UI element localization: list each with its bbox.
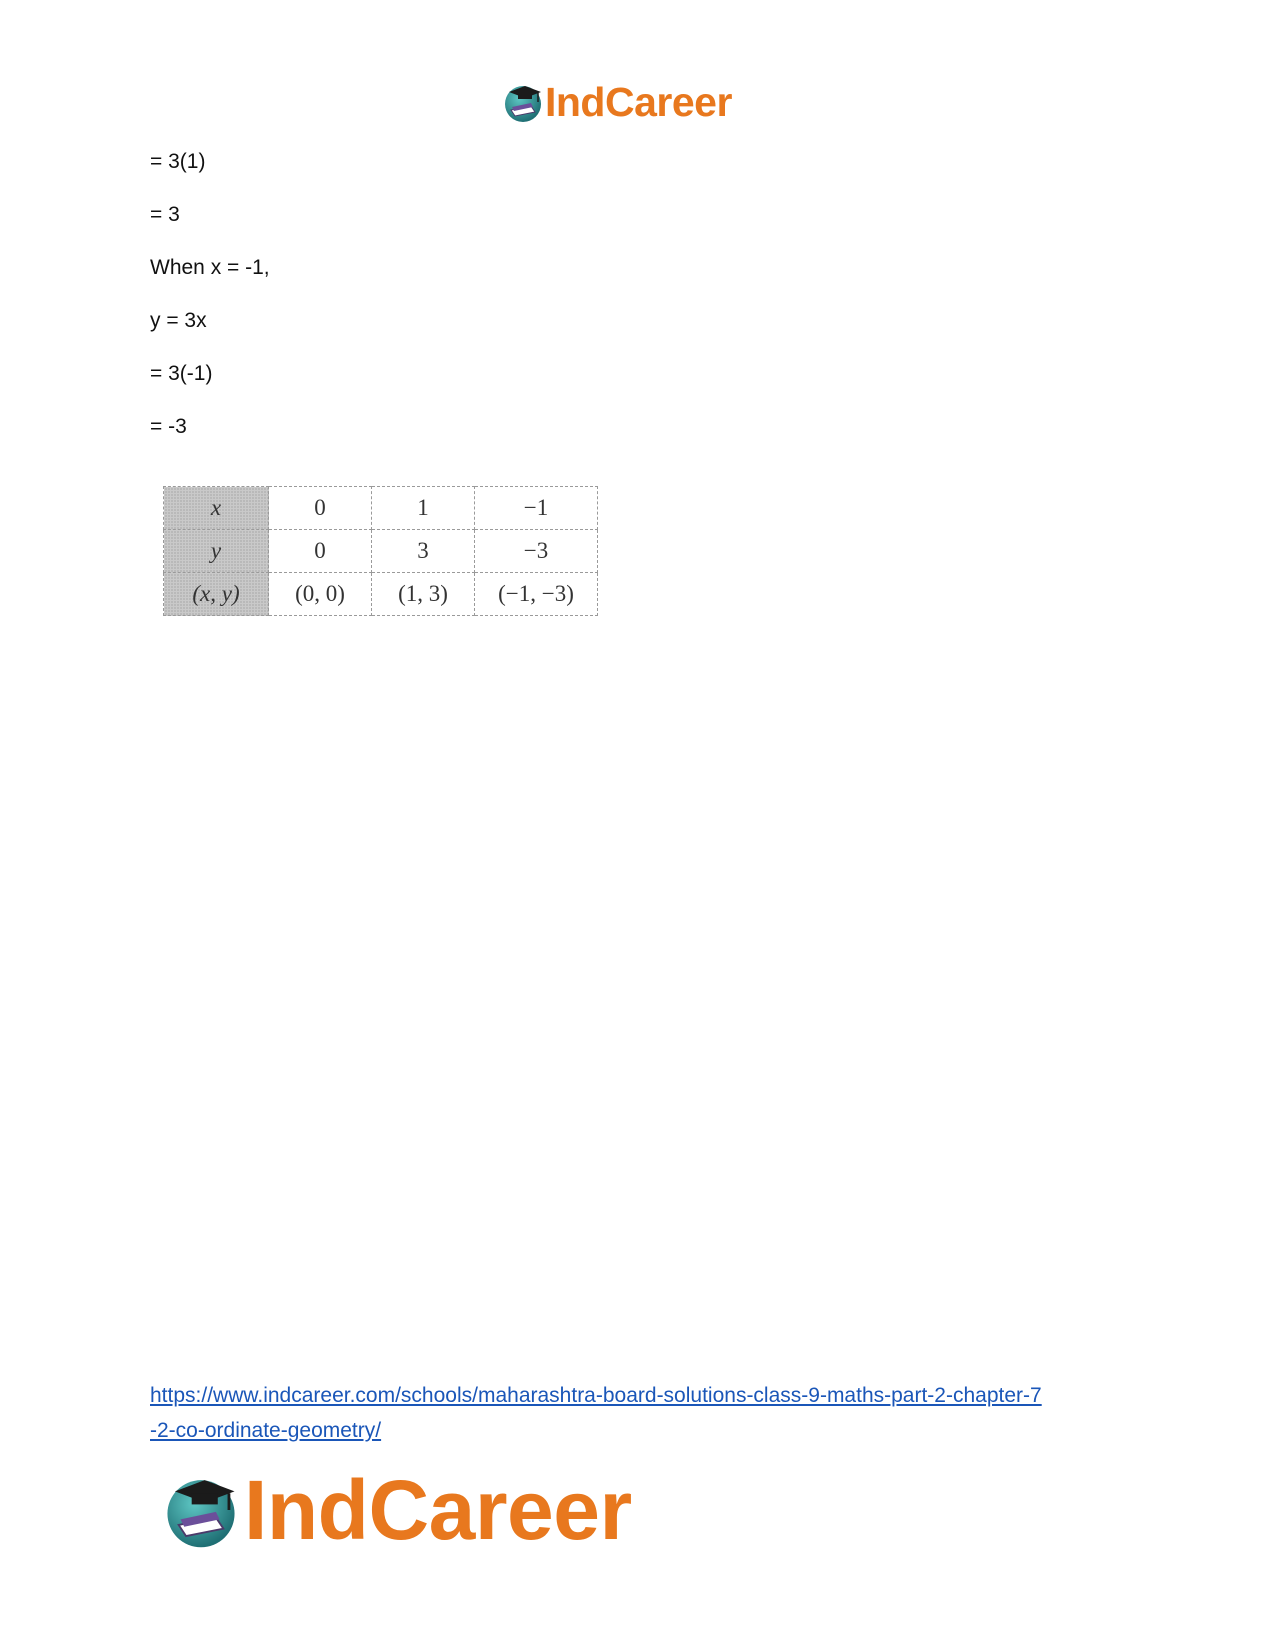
source-link-line1: https://www.indcareer.com/schools/maharashtra-board-solutions-class-9-maths-part-2-chapter-7 [150, 1384, 1042, 1407]
table-cell: 1 [372, 487, 475, 530]
source-link[interactable] [150, 1378, 1140, 1448]
row-header: (x, y) [164, 573, 269, 616]
graduation-cap-globe-icon [160, 1469, 242, 1551]
step-line: = -3 [150, 415, 187, 438]
header-logo [501, 78, 732, 126]
row-header: y [164, 530, 269, 573]
xy-values-table [163, 486, 598, 616]
graduation-cap-globe-icon [501, 80, 545, 124]
table-cell: (−1, −3) [475, 573, 598, 616]
row-header: x [164, 487, 269, 530]
step-line: = 3(1) [150, 150, 206, 173]
table-cell: (0, 0) [269, 573, 372, 616]
step-line: y = 3x [150, 309, 207, 332]
table-cell: 0 [269, 487, 372, 530]
table-cell: 0 [269, 530, 372, 573]
table-row [164, 530, 598, 573]
logo-wordmark: IndCareer [244, 1463, 632, 1557]
step-line: = 3(-1) [150, 362, 213, 385]
table-cell: −3 [475, 530, 598, 573]
table-cell: 3 [372, 530, 475, 573]
step-line: When x = -1, [150, 256, 270, 279]
table-row [164, 573, 598, 616]
table-cell: −1 [475, 487, 598, 530]
footer-logo [160, 1465, 632, 1555]
table-cell: (1, 3) [372, 573, 475, 616]
table-row [164, 487, 598, 530]
source-link-line2: -2-co-ordinate-geometry/ [150, 1419, 382, 1442]
logo-wordmark: IndCareer [545, 78, 732, 125]
step-line: = 3 [150, 203, 180, 226]
